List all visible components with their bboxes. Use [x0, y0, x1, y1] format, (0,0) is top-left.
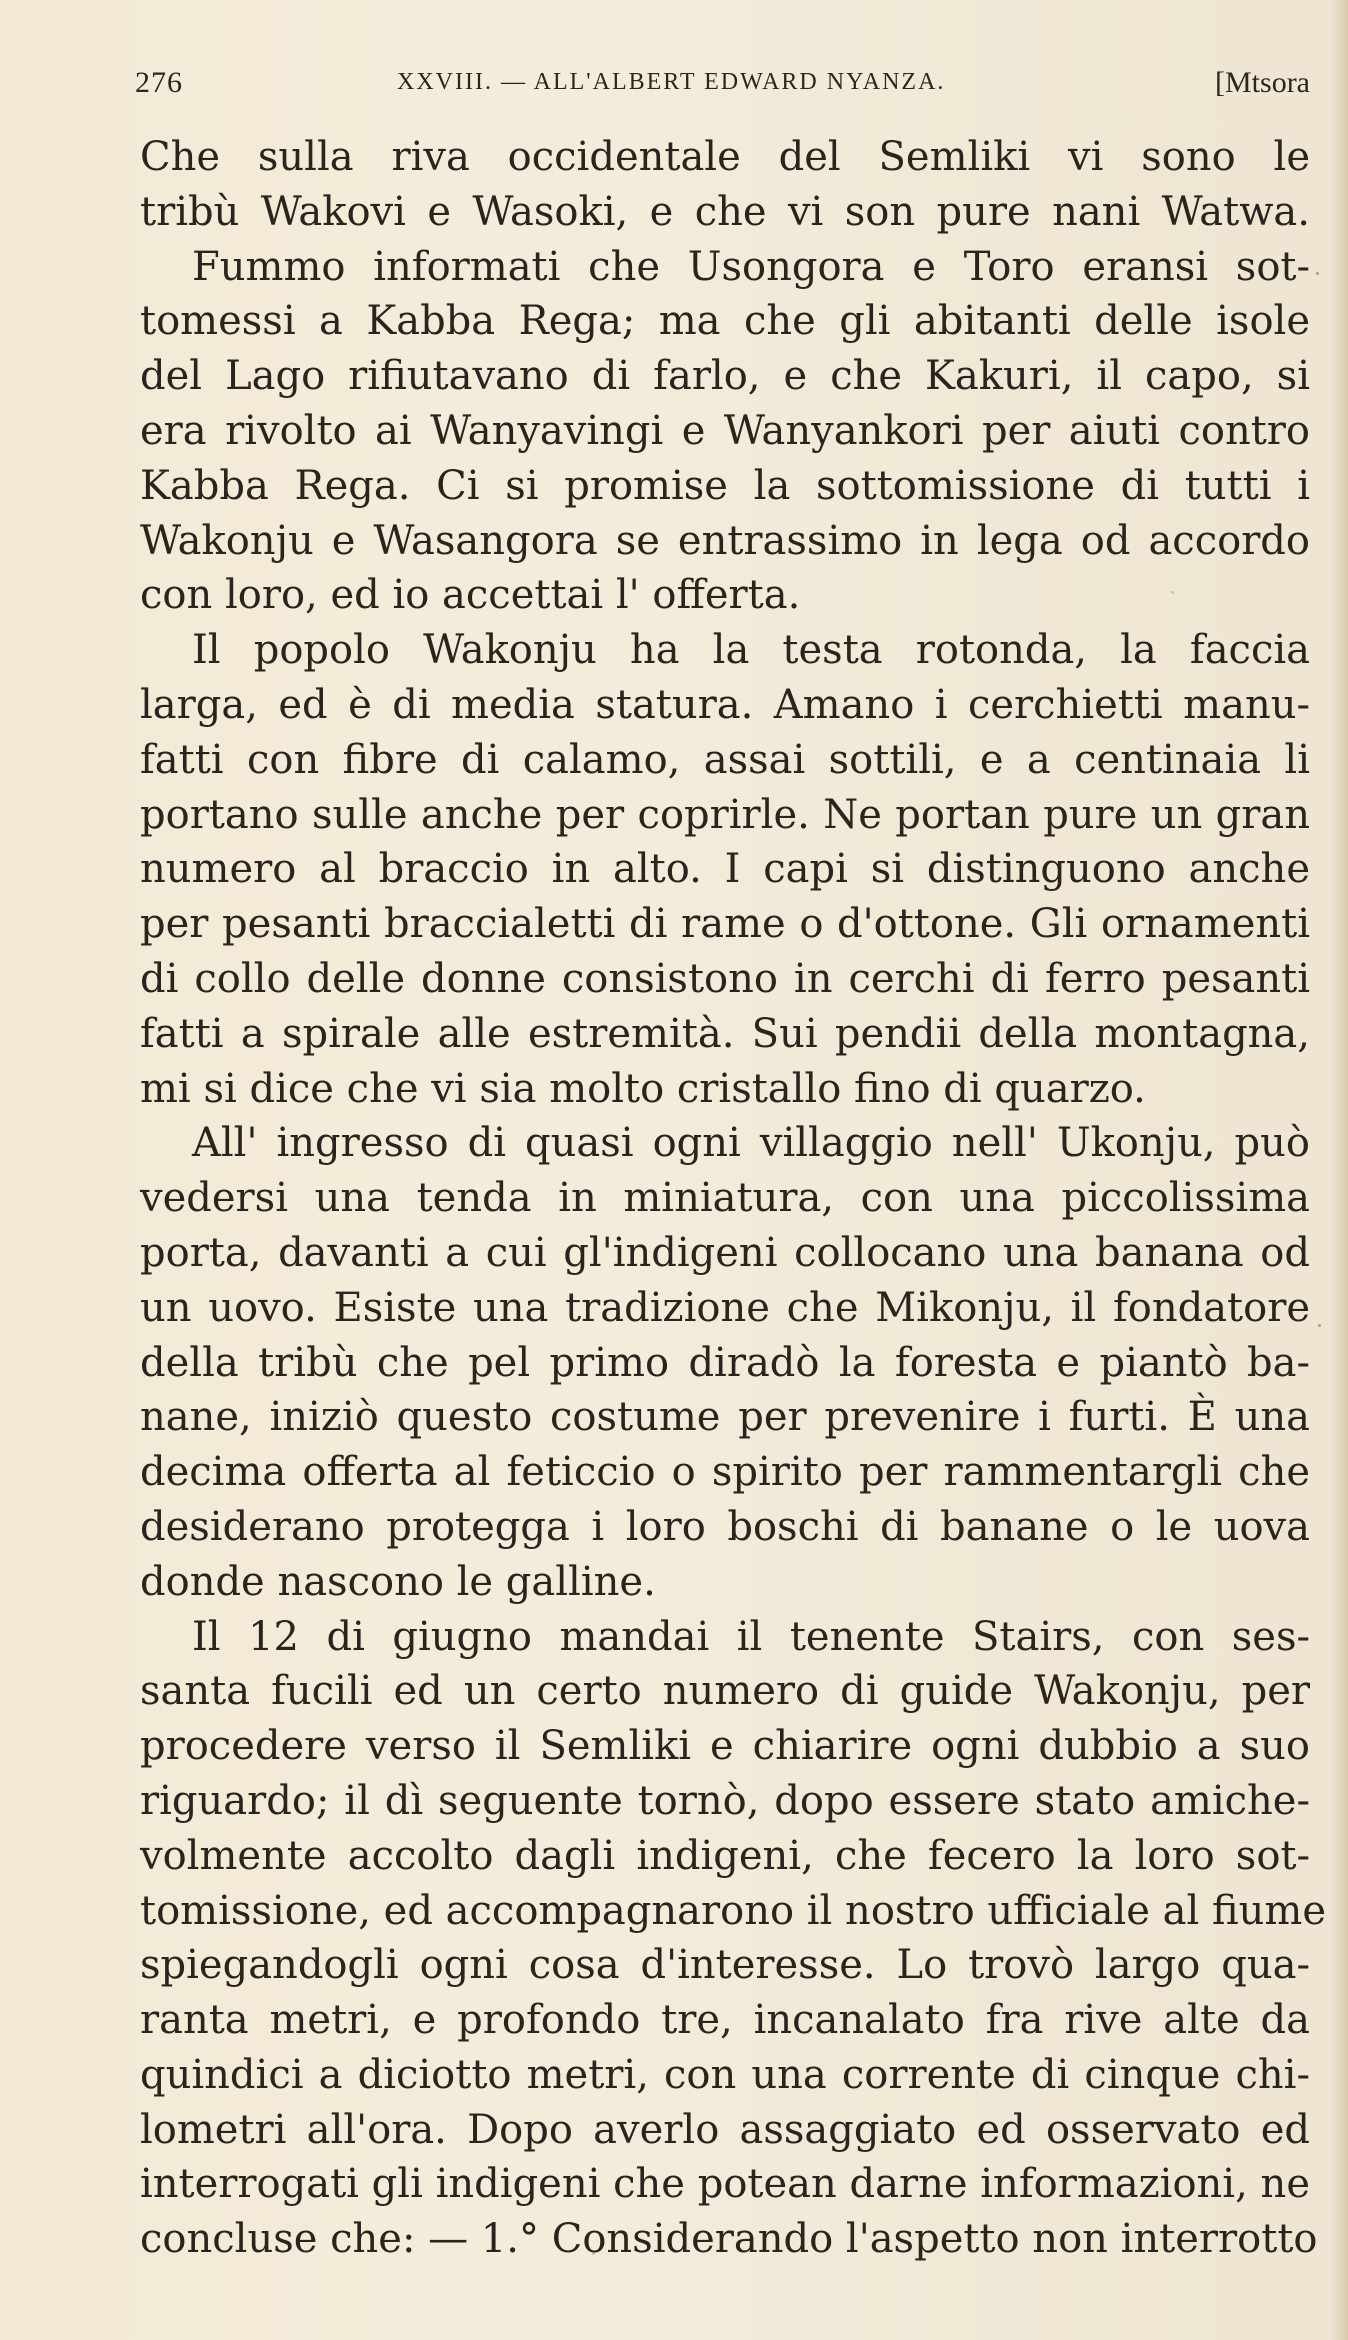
body-text [140, 130, 1327, 2267]
text-line: con loro, ed io accettai l' offerta. [140, 572, 801, 619]
text-line: Kabba Rega. Ci si promise la sottomissione di tutti i [140, 462, 1310, 509]
text-line: porta, davanti a cui gl'indigeni collocano una banana od [140, 1229, 1310, 1276]
page-number: 276 [135, 66, 183, 99]
text-line: Wakonju e Wasangora se entrassimo in lega od accordo [140, 517, 1310, 564]
text-line: Il popolo Wakonju ha la testa rotonda, la faccia [192, 627, 1310, 674]
paper-speck [1171, 591, 1174, 594]
text-line: desiderano protegga i loro boschi di banane o le uova [140, 1503, 1310, 1550]
text-line: mi si dice che vi sia molto cristallo fino di quarzo. [140, 1065, 1146, 1112]
text-line: del Lago rifiutavano di farlo, e che Kakuri, il capo, si [140, 353, 1310, 400]
text-line: della tribù che pel primo diradò la foresta e piantò ba- [140, 1339, 1310, 1386]
text-line: per pesanti braccialetti di rame o d'ottone. Gli ornamenti [140, 901, 1310, 948]
text-line: spiegandogli ogni cosa d'interesse. Lo trovò largo qua- [140, 1942, 1310, 1989]
page-edge-shadow [1330, 0, 1348, 2340]
text-line: un uovo. Esiste una tradizione che Mikonju, il fondatore [140, 1284, 1310, 1331]
text-line: interrogati gli indigeni che potean darne informazioni, ne [140, 2161, 1310, 2208]
paper-speck [592, 2252, 595, 2255]
paper-speck [1316, 272, 1319, 275]
text-line: fatti con fibre di calamo, assai sottili, e a centinaia li [140, 736, 1310, 783]
text-line: larga, ed è di media statura. Amano i cerchietti manu- [140, 681, 1310, 728]
text-line: ranta metri, e profondo tre, incanalato fra rive alte da [140, 1997, 1310, 2044]
paper-speck [1318, 1324, 1321, 1327]
text-line: portano sulle anche per coprirle. Ne portan pure un gran [140, 791, 1310, 838]
page-header [135, 66, 1310, 110]
text-line: concluse che: — 1.° Considerando l'aspetto non interrotto [140, 2216, 1318, 2263]
text-line: tomessi a Kabba Rega; ma che gli abitanti delle isole [140, 298, 1310, 345]
text-line: decima offerta al feticcio o spirito per rammentargli che [140, 1449, 1310, 1496]
text-line: era rivolto ai Wanyavingi e Wanyankori per aiuti contro [140, 407, 1310, 454]
section-tag: [Mtsora [1215, 66, 1310, 99]
text-line: Che sulla riva occidentale del Semliki vi sono le [140, 134, 1310, 180]
text-line: vedersi una tenda in miniatura, con una piccolissima [140, 1175, 1310, 1222]
text-line: tomissione, ed accompagnarono il nostro ufficiale al fiume [140, 1887, 1327, 1934]
text-line: riguardo; il dì seguente tornò, dopo essere stato amiche- [140, 1777, 1310, 1824]
running-title: XXVIII. — ALL'ALBERT EDWARD NYANZA. [397, 69, 946, 95]
text-line: All' ingresso di quasi ogni villaggio nell' Ukonju, può [192, 1120, 1310, 1167]
text-line: volmente accolto dagli indigeni, che fecero la loro sot- [140, 1832, 1310, 1879]
text-line: Fummo informati che Usongora e Toro eransi sot- [192, 243, 1310, 290]
text-line: donde nascono le galline. [140, 1558, 656, 1605]
text-line: tribù Wakovi e Wasoki, e che vi son pure nani Watwa. [140, 188, 1310, 235]
text-line: quindici a diciotto metri, con una corrente di cinque chi- [140, 2051, 1310, 2098]
text-line: lometri all'ora. Dopo averlo assaggiato ed osservato ed [140, 2106, 1310, 2153]
text-line: Il 12 di giugno mandai il tenente Stairs, con ses- [192, 1613, 1310, 1660]
text-line: procedere verso il Semliki e chiarire ogni dubbio a suo [140, 1723, 1310, 1770]
text-line: numero al braccio in alto. I capi si distinguono anche [140, 846, 1310, 893]
text-line: fatti a spirale alle estremità. Sui pendii della montagna, [140, 1010, 1310, 1057]
text-line: santa fucili ed un certo numero di guide Wakonju, per [140, 1668, 1310, 1715]
text-line: nane, iniziò questo costume per prevenire i furti. È una [140, 1394, 1310, 1441]
text-line: di collo delle donne consistono in cerchi di ferro pesanti [140, 955, 1310, 1002]
